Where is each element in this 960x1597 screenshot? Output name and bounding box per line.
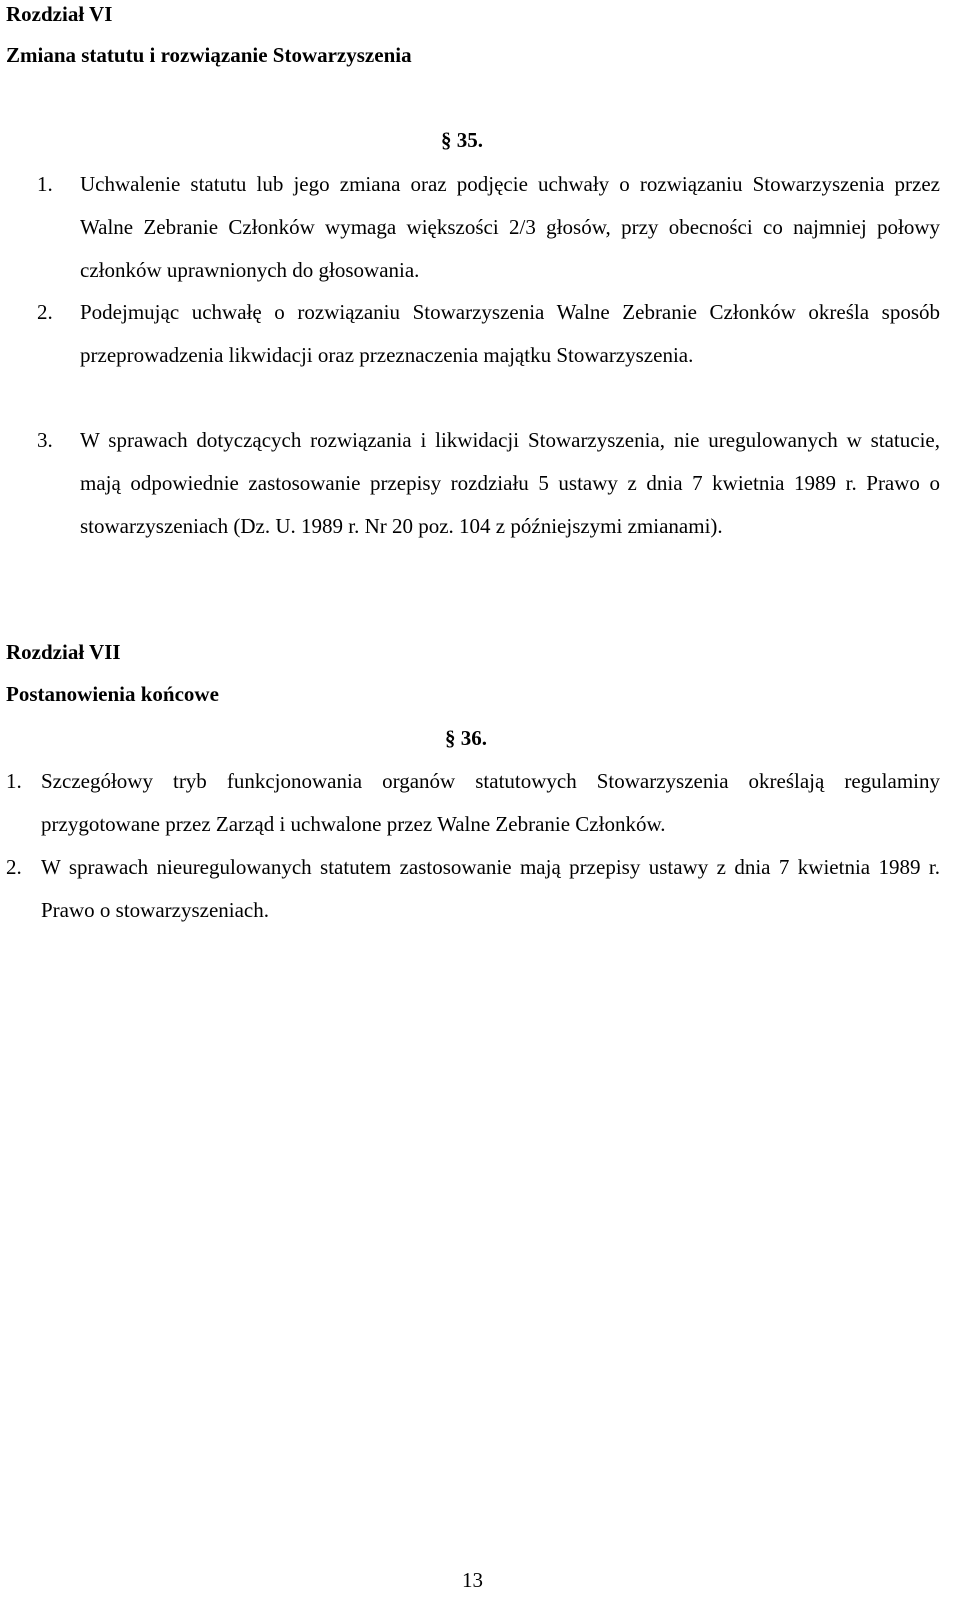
section-35-number: 35. [456,128,483,152]
item-number: 2. [37,300,53,324]
section-36-item-1 [6,760,940,846]
chapter-7-title: Rozdział VII [6,640,121,664]
item-text: Szczegółowy tryb funkcjonowania organów statutowych Stowarzyszenia określają regulaminy przygotowane przez Zarząd i uchwalone przez Walne Zebranie Członków. [41,769,940,836]
section-36-number: 36. [460,726,487,750]
section-36-item-2 [6,846,940,932]
item-number: 3. [37,428,53,452]
section-36-mark [445,725,487,751]
item-text: W sprawach dotyczących rozwiązania i likwidacji Stowarzyszenia, nie uregulowanych w statucie, mają odpowiednie zastosowanie przepisy rozdziału 5 ustawy z dnia 7 kwietnia 1989 r. Prawo o stowarzyszeniach (Dz. U. 1989 r. Nr 20 poz. 104 z późniejszymi zmianami). [80,428,940,538]
section-35-item-3 [37,419,940,548]
section-35-item-1 [37,163,940,292]
item-number: 1. [37,172,53,196]
chapter-6-subtitle: Zmiana statutu i rozwiązanie Stowarzyszenia [6,43,412,67]
section-35-mark [441,127,483,153]
section-sign: § [441,128,452,152]
item-number: 1. [6,769,22,793]
item-text: W sprawach nieuregulowanych statutem zastosowanie mają przepisy ustawy z dnia 7 kwietnia 1989 r. Prawo o stowarzyszeniach. [41,855,940,922]
item-text: Podejmując uchwałę o rozwiązaniu Stowarzyszenia Walne Zebranie Członków określa sposób przeprowadzenia likwidacji oraz przeznaczenia majątku Stowarzyszenia. [80,300,940,367]
chapter-7-subtitle: Postanowienia końcowe [6,682,219,706]
item-number: 2. [6,855,22,879]
section-sign: § [445,726,456,750]
chapter-6-title: Rozdział VI [6,2,113,26]
page-number: 13 [462,1568,483,1592]
item-text: Uchwalenie statutu lub jego zmiana oraz podjęcie uchwały o rozwiązaniu Stowarzyszenia przez Walne Zebranie Członków wymaga większości 2/3 głosów, przy obecności co najmniej połowy członków uprawnionych do głosowania. [80,172,940,282]
section-35-item-2 [37,291,940,377]
